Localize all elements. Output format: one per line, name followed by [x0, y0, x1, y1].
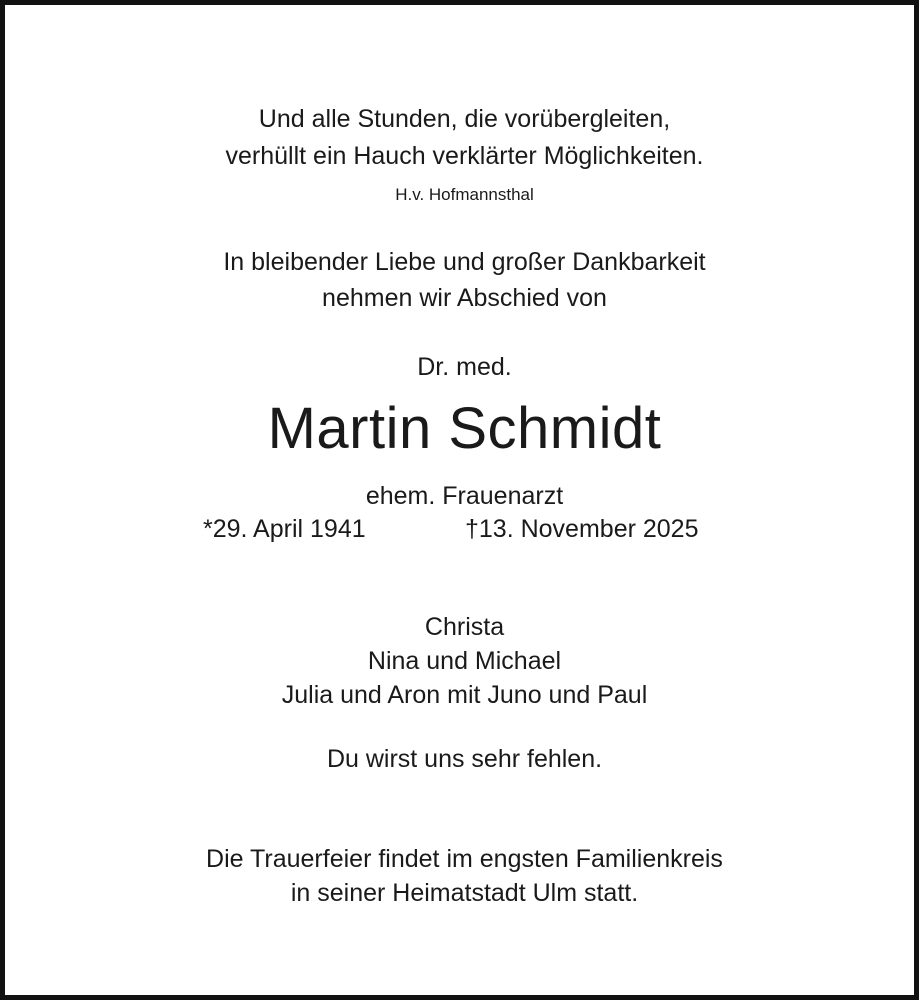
service-line-2: in seiner Heimatstadt Ulm statt. — [290, 879, 639, 907]
intro-line-2: nehmen wir Abschied von — [322, 284, 607, 312]
mourner-line-2: Nina und Michael — [367, 647, 562, 675]
mourner-line-1: Christa — [424, 613, 505, 641]
intro-line-1: In bleibender Liebe und großer Dankbarkeit — [223, 248, 706, 276]
mourner-line-3: Julia und Aron mit Juno und Paul — [281, 681, 648, 709]
poem-author: H.v. Hofmannsthal — [395, 185, 534, 204]
academic-title: Dr. med. — [417, 353, 512, 381]
death-date: †13. November 2025 — [465, 515, 699, 543]
service-line-1: Die Trauerfeier findet im engsten Familienkreis — [206, 845, 723, 873]
birth-date: *29. April 1941 — [203, 515, 366, 543]
farewell-text: Du wirst uns sehr fehlen. — [326, 745, 603, 773]
deceased-name: Martin Schmidt — [267, 396, 662, 461]
poem-line-1: Und alle Stunden, die vorübergleiten, — [258, 105, 671, 133]
poem-line-2: verhüllt ein Hauch verklärter Möglichkeiten. — [225, 142, 704, 170]
profession: ehem. Frauenarzt — [365, 482, 564, 510]
